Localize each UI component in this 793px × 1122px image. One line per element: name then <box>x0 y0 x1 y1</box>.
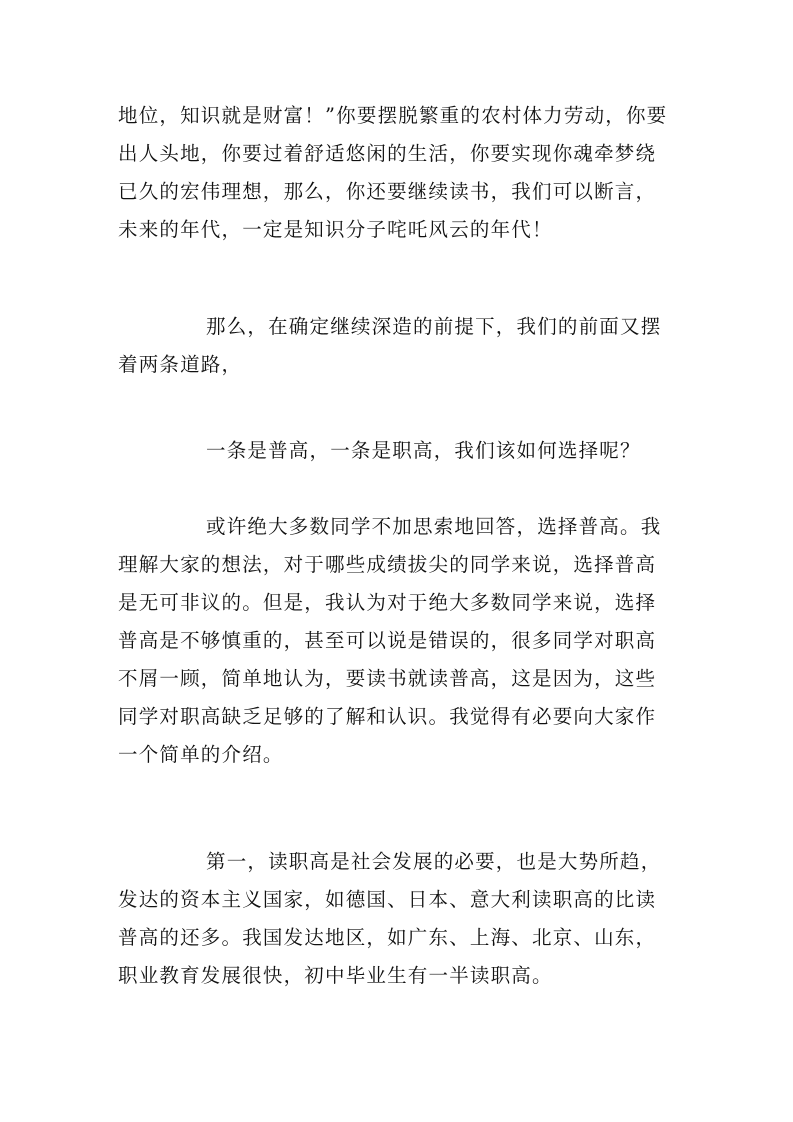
text-line: 职业教育发展很快，初中毕业生有一半读职高。 <box>118 964 553 987</box>
text-line: 或许绝大多数同学不加思索地回答，选择普高。我 <box>206 515 662 538</box>
text-line: 出人头地，你要过着舒适悠闲的生活，你要实现你魂牵梦绕 <box>118 142 657 165</box>
text-line: 着两条道路， <box>118 353 243 376</box>
text-line: 第一，读职高是社会发展的必要，也是大势所趋， <box>206 850 662 873</box>
text-line: 普高的还多。我国发达地区，如广东、上海、北京、山东， <box>118 926 657 949</box>
text-line: 未来的年代，一定是知识分子咤吒风云的年代！ <box>118 218 553 241</box>
paragraph-two-roads <box>118 308 678 384</box>
paragraph-knowledge-wealth <box>118 97 678 249</box>
text-line: 同学对职高缺乏足够的了解和认识。我觉得有必要向大家作 <box>118 705 657 728</box>
text-line: 普高是不够慎重的，甚至可以说是错误的，很多同学对职高 <box>118 629 657 652</box>
paragraph-choice-question <box>118 432 678 470</box>
text-line: 理解大家的想法，对于哪些成绩拔尖的同学来说，选择普高 <box>118 553 657 576</box>
text-line: 是无可非议的。但是，我认为对于绝大多数同学来说，选择 <box>118 591 657 614</box>
text-line: 一个简单的介绍。 <box>118 743 284 766</box>
text-line: 那么，在确定继续深造的前提下，我们的前面又摆 <box>206 315 662 338</box>
text-line: 地位，知识就是财富！”你要摆脱繁重的农村体力劳动，你要 <box>118 104 668 127</box>
paragraph-general-high-school <box>118 508 678 774</box>
paragraph-first-point <box>118 843 678 995</box>
text-line: 已久的宏伟理想，那么，你还要继续读书，我们可以断言， <box>118 180 657 203</box>
text-line: 不屑一顾，简单地认为，要读书就读普高，这是因为，这些 <box>118 667 657 690</box>
text-line: 发达的资本主义国家，如德国、日本、意大利读职高的比读 <box>118 888 657 911</box>
text-line: 一条是普高，一条是职高，我们该如何选择呢？ <box>206 439 641 462</box>
